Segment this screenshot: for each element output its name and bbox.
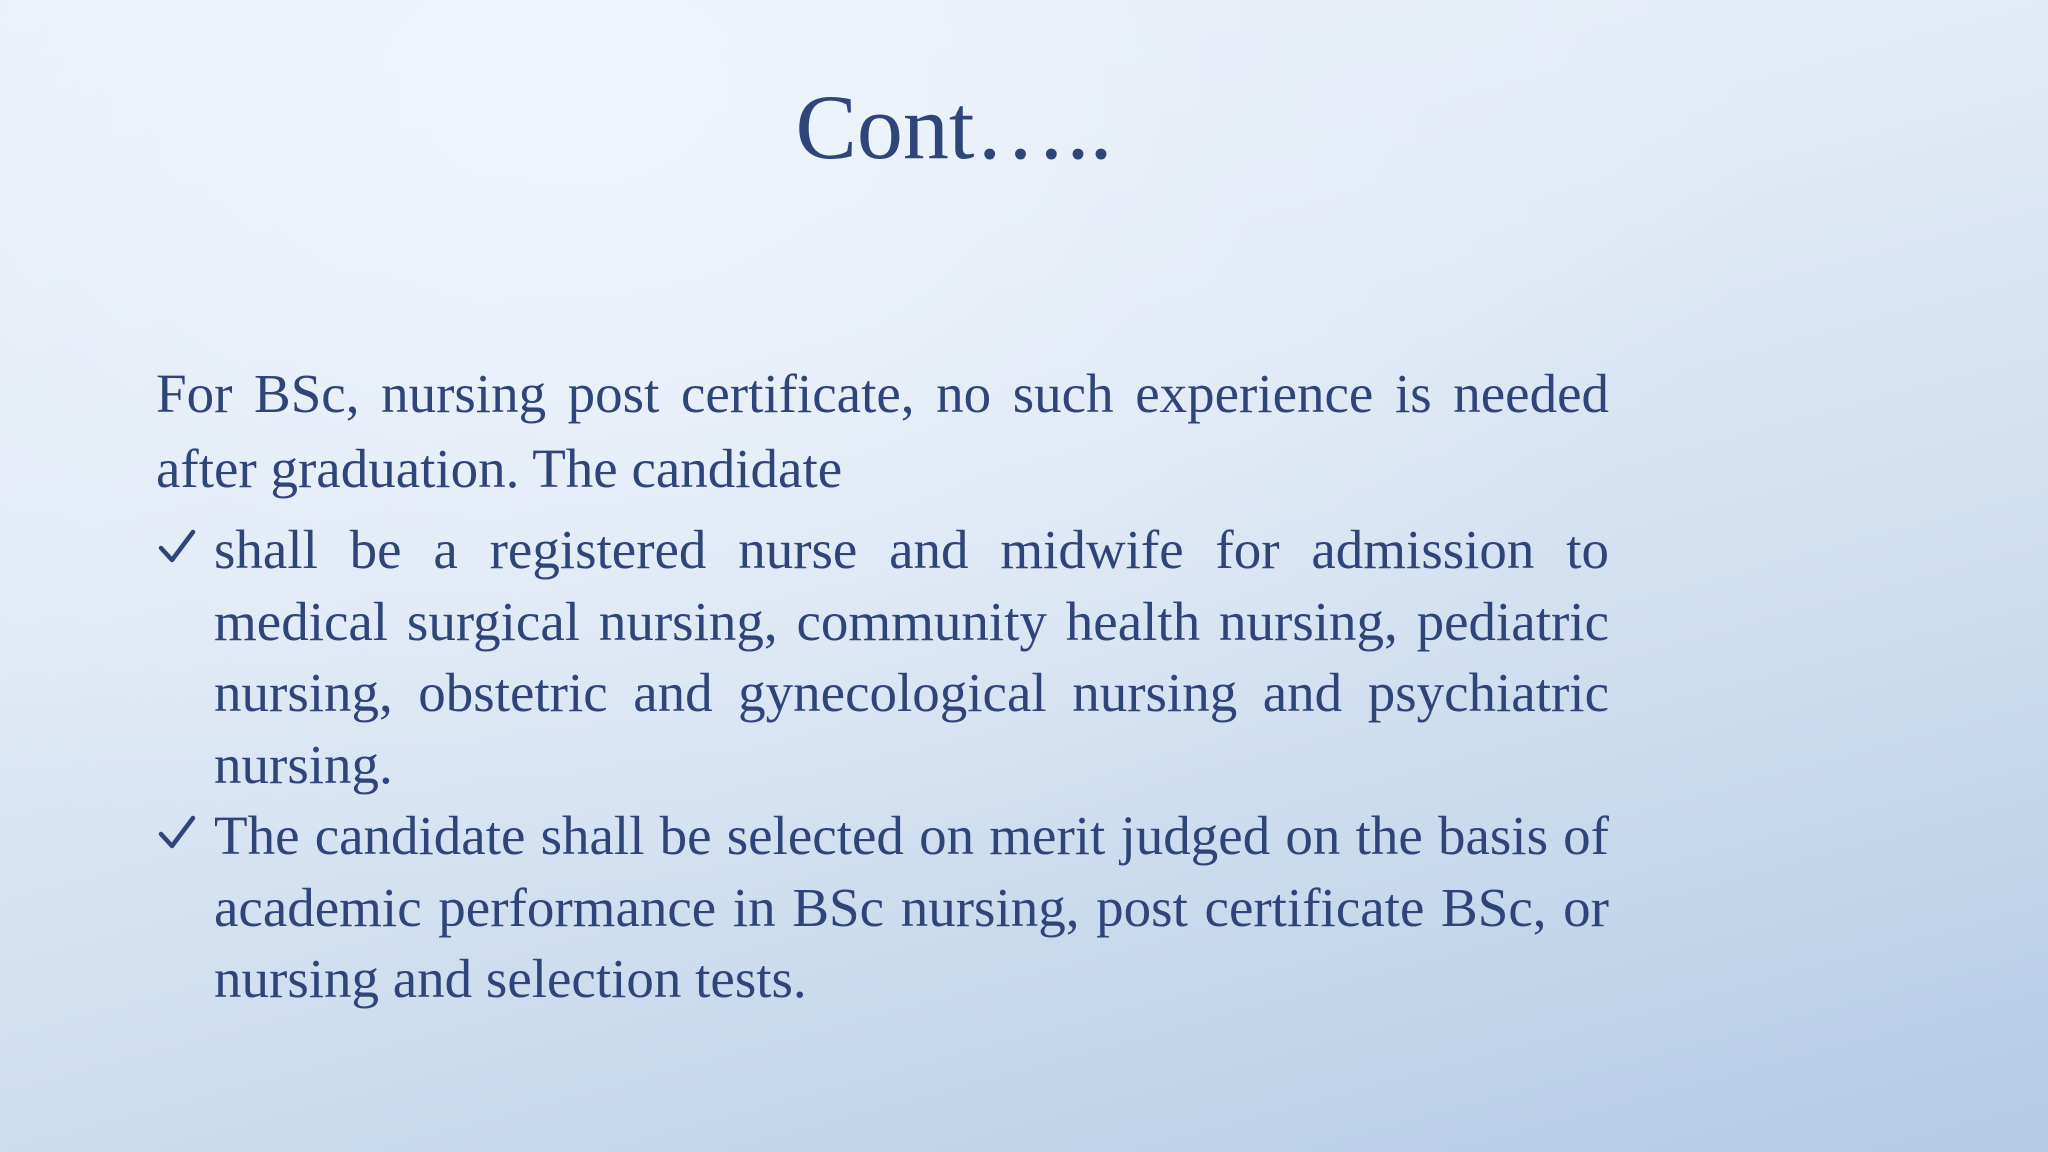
bullet-item [156,514,1609,800]
checkmark-icon [156,514,200,585]
bullet-text: shall be a registered nurse and midwife for admission to medical surgical nursing, community health nursing, pediatric nursing, obstetric and gynecological nursing and psychiatric nursing. [214,519,1609,795]
bullet-list [156,514,1609,1015]
checkmark-icon [156,800,200,871]
slide-body [156,356,1609,1015]
slide-title: Cont….. [795,76,1113,178]
bullet-item [156,800,1609,1015]
bullet-text: The candidate shall be selected on merit judged on the basis of academic performance in BSc nursing, post certificate BSc, or nursing and selection tests. [214,805,1609,1009]
intro-paragraph: For BSc, nursing post certificate, no such experience is needed after graduation. The candidate [156,363,1609,499]
